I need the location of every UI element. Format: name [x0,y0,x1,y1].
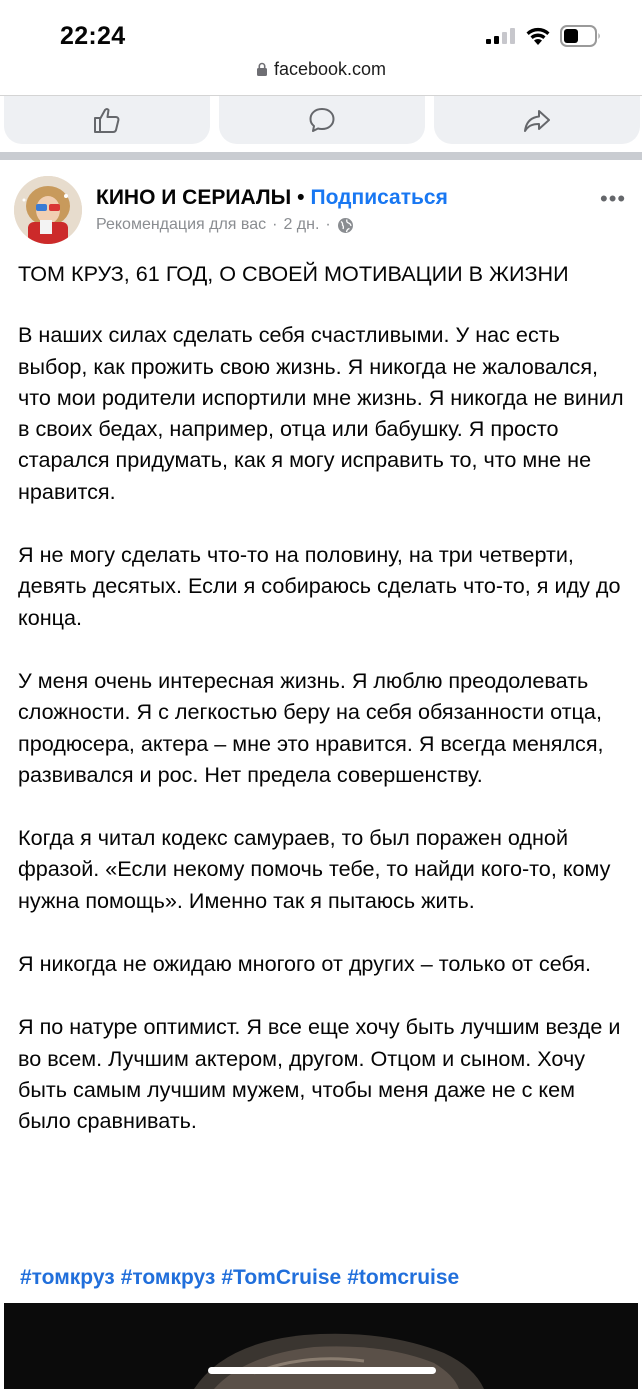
hashtag-link[interactable]: #томкруз [120,1266,216,1289]
meta-separator: · [272,216,278,233]
page-avatar[interactable] [14,176,82,244]
globe-icon [337,217,354,234]
hashtag-link[interactable]: #томкруз [20,1266,115,1289]
home-indicator [208,1367,436,1374]
url-text: facebook.com [273,58,387,79]
post-photo[interactable] [4,1303,638,1389]
share-button[interactable] [434,96,640,144]
hashtags [20,1266,465,1290]
post-meta [96,216,354,234]
post-paragraph: В наших силах сделать себя счастливыми. У нас есть выбор, как прожить свою жизнь. Я никогда не жаловался, что мои родители испортили мне жизнь. Я никогда не винил в своих бедах, например, отца или бабушку. Я просто старался придумать, как я могу исправить то, что мне не нравится. [18,322,624,504]
meta-separator: · [325,216,331,233]
post-paragraph: Я не могу сделать что-то на половину, на три четверти, девять десятых. Если я собираюсь сделать что-то, я иду до конца. [18,542,621,630]
post-text [18,258,628,1169]
like-icon [92,105,122,135]
post-paragraph: У меня очень интересная жизнь. Я люблю преодолевать сложности. Я с легкостью беру на себя обязанности отца, продюсера, актера – мне это нравится. Я всегда менялся, развивался и рос. Нет предела совершенству. [18,667,604,787]
follow-button[interactable]: Подписаться [310,186,448,209]
header-dot: • [297,186,305,209]
battery-icon [560,25,602,47]
avatar-image [14,176,82,244]
status-time: 22:24 [60,22,126,50]
post-header-line [96,186,448,210]
post-title: ТОМ КРУЗ, 61 ГОД, О СВОЕЙ МОТИВАЦИИ В ЖИЗНИ [18,261,569,286]
more-options-button[interactable]: ••• [600,186,627,211]
lock-icon [256,62,268,77]
address-bar[interactable] [0,58,642,94]
post-actions-bar [0,96,642,148]
post-paragraph: Я никогда не ожидаю многого от других – только от себя. [18,951,592,977]
hashtag-link[interactable]: #TomCruise [221,1266,342,1289]
signal-icon [486,28,516,44]
photo-image [4,1303,638,1389]
like-button[interactable] [4,96,210,144]
feed-separator [0,152,642,160]
page-name[interactable]: КИНО И СЕРИАЛЫ [96,186,292,209]
status-bar [0,0,642,62]
comment-button[interactable] [219,96,425,144]
share-icon [522,105,552,135]
recommendation-label: Рекомендация для вас [96,216,267,233]
comment-icon [307,105,337,135]
post-paragraph: Я по натуре оптимист. Я все еще хочу быть лучшим везде и во всем. Лучшим актером, другом. Отцом и сыном. Хочу быть самым лучшим мужем, чтобы меня даже не с кем было сравнивать. [18,1014,621,1134]
post-paragraph: Когда я читал кодекс самураев, то был поражен одной фразой. «Если некому помочь тебе, то найди кого-то, кому нужна помощь». Именно так я пытаюсь жить. [18,825,611,913]
wifi-icon [524,24,552,46]
post-age[interactable]: 2 дн. [283,216,320,233]
hashtag-link[interactable]: #tomcruise [347,1266,460,1289]
